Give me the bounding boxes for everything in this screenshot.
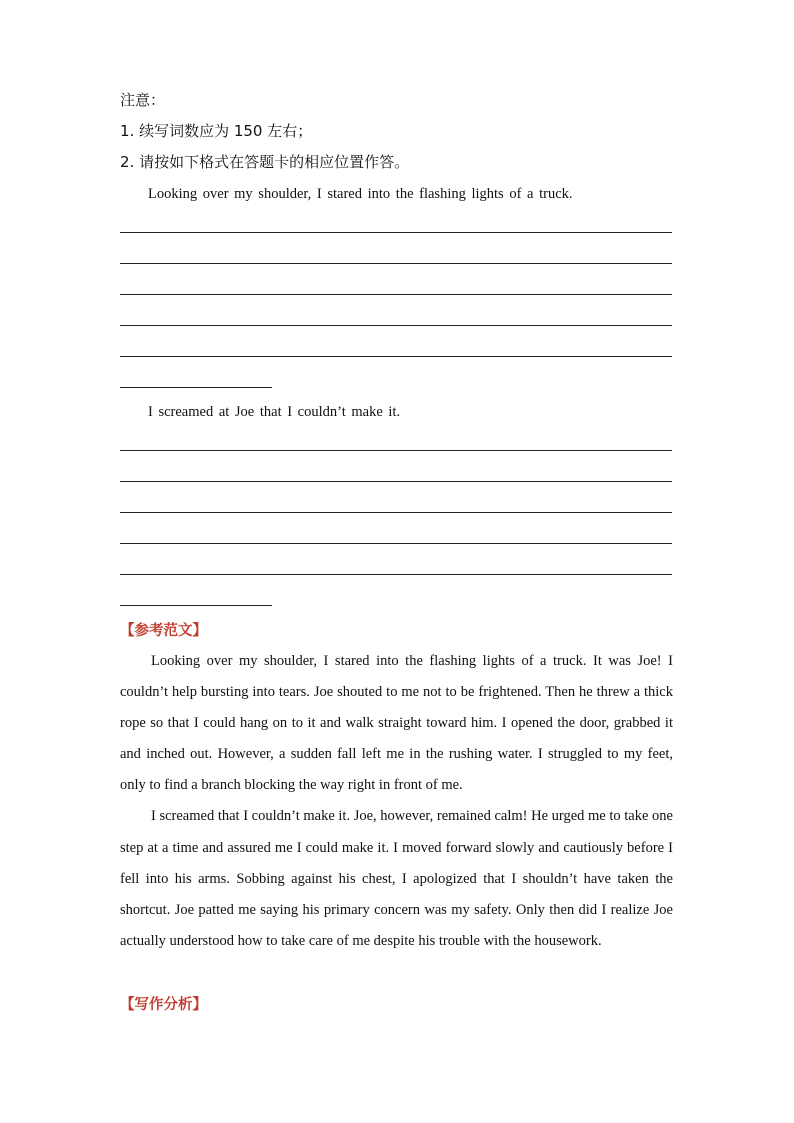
notes-heading: 注意： [120,91,166,109]
answer-line [120,263,672,264]
answer-line [120,356,672,357]
sample-paragraph-2: I screamed that I couldn’t make it. Joe, however, remained calm! He urged me to take one step at a time and assured me I could make it. I moved forward slowly and cautiously before I fell into his arms. Sobbing against his chest, I apologized that I shouldn’t have taken the shortcut. Joe patted me saying his primary concern was my safety. Only then did I realize Joe actually understood how to take care of me despite his trouble with the housework. [120,808,673,949]
answer-line [120,512,672,513]
answer-line-end [120,605,272,606]
writing-analysis-heading: 【写作分析】 [120,997,207,1013]
answer-line-end [120,387,272,388]
answer-line [120,481,672,482]
answer-line [120,325,672,326]
answer-line [120,294,672,295]
sample-essay [120,646,673,957]
answer-line [120,450,672,451]
answer-line [120,543,672,544]
note-item-format: 2. 请按如下格式在答题卡的相应位置作答。 [120,153,410,171]
note-item-word-count: 1. 续写词数应为 150 左右； [120,122,313,140]
sample-paragraph-1: Looking over my shoulder, I stared into the flashing lights of a truck. It was Joe! I couldn’t help bursting into tears. Joe shouted to me not to be frightened. Then he threw a thick rope so that I could hang on to it and walk straight toward him. I opened the door, grabbed it and inched out. However, a sudden fall left me in the rushing water. I struggled to my feet, only to find a branch blocking the way right in front of me. [120,653,673,794]
prompt-first-paragraph: Looking over my shoulder, I stared into the flashing lights of a truck. [148,186,573,202]
answer-line [120,574,672,575]
prompt-second-paragraph: I screamed at Joe that I couldn’t make it. [148,404,401,420]
answer-line [120,232,672,233]
sample-essay-heading: 【参考范文】 [120,623,207,639]
